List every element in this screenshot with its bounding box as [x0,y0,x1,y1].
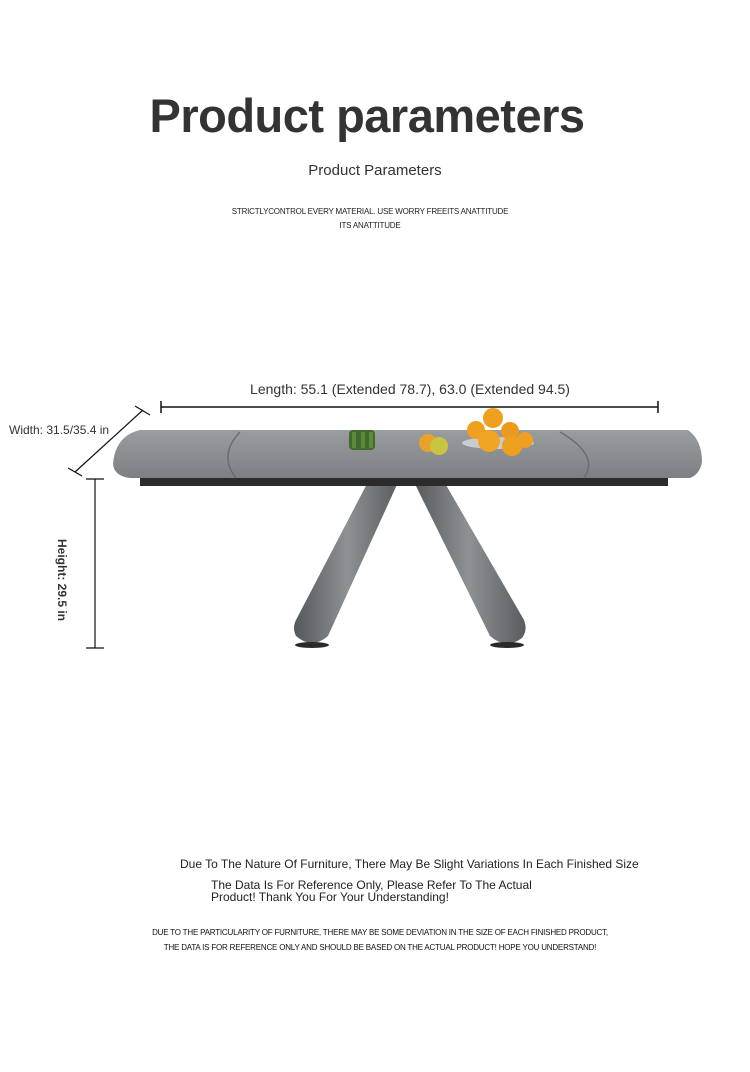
table-legs [294,478,526,648]
page-subtitle: Product Parameters [308,162,442,179]
height-dimension-line [86,479,104,648]
table-dimension-diagram [0,390,750,660]
page-title: Product parameters [149,89,585,142]
tabletop [113,430,702,486]
width-label: Width: 31.5/35.4 in [9,423,110,437]
deviation-note-line1: DUE TO THE PARTICULARITY OF FURNITURE, THERE MAY BE SOME DEVIATION IN THE SIZE OF EACH FINISHED PRODUCT, [152,928,608,937]
tagline-line2: ITS ANATTITUDE [339,221,401,230]
height-label: Height: 29.5 in [55,538,69,622]
plant-decor [349,430,375,450]
tagline-line1: STRICTLYCONTROL EVERY MATERIAL. USE WORRY FREEITS ANATTITUDE [231,207,509,216]
length-dimension-line [161,401,658,413]
deviation-note-line2: THE DATA IS FOR REFERENCE ONLY AND SHOULD BE BASED ON THE ACTUAL PRODUCT! HOPE YOU UNDERSTAND! [163,943,597,952]
reference-note: The Data Is For Reference Only, Please Refer To The Actual Product! Thank You For Your Understanding! [211,878,532,904]
variation-note: Due To The Nature Of Furniture, There May Be Slight Variations In Each Finished Size [180,857,639,871]
length-label: Length: 55.1 (Extended 78.7), 63.0 (Extended 94.5) [250,381,570,397]
